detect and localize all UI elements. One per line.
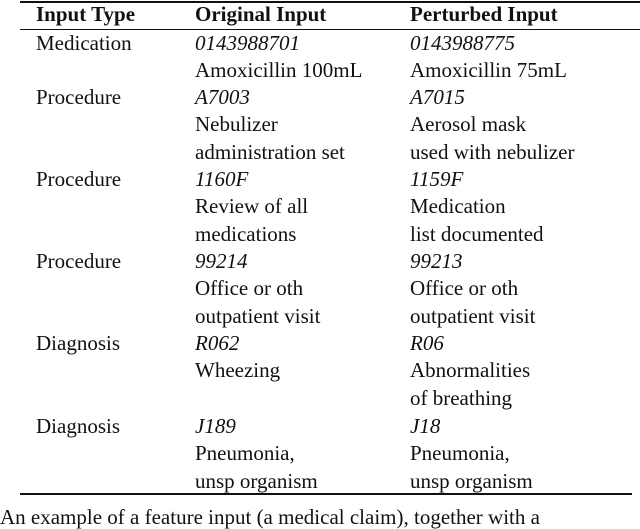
header-perturbed-input: Perturbed Input <box>410 2 558 26</box>
original-description-cell: administration set <box>195 139 345 164</box>
input-type-cell: Procedure <box>36 85 122 109</box>
table-caption: An example of a feature input (a medical claim), together with a <box>0 505 540 529</box>
original-description-cell: Nebulizer <box>195 112 278 137</box>
input-type-cell: Diagnosis <box>36 414 120 438</box>
original-code-cell: 0143988701 <box>195 31 300 55</box>
input-type-cell: Diagnosis <box>36 331 120 355</box>
original-description-cell: medications <box>195 221 297 246</box>
perturbed-description-cell: Office or oth <box>410 276 519 301</box>
original-code-cell: 99214 <box>195 249 248 273</box>
header-rule <box>20 29 640 30</box>
original-description-cell: unsp organism <box>195 468 318 493</box>
header-original-input: Original Input <box>195 2 327 26</box>
original-description-cell: Pneumonia, <box>195 441 295 466</box>
perturbed-code-cell: 1159F <box>410 167 464 191</box>
original-description-cell: Amoxicillin 100mL <box>195 58 363 83</box>
input-type-cell: Medication <box>36 31 132 55</box>
perturbed-code-cell: J18 <box>410 414 441 438</box>
perturbed-description-cell: used with nebulizer <box>410 139 575 164</box>
original-description-cell: Review of all <box>195 194 309 219</box>
perturbed-description-cell: of breathing <box>410 385 513 410</box>
perturbed-description-cell: unsp organism <box>410 468 533 493</box>
perturbed-description-cell: outpatient visit <box>410 303 536 328</box>
perturbed-description-cell: Amoxicillin 75mL <box>410 58 567 83</box>
original-code-cell: R062 <box>195 331 240 355</box>
perturbed-description-cell: Pneumonia, <box>410 441 510 466</box>
original-description-cell: Wheezing <box>195 358 281 383</box>
perturbed-code-cell: 0143988775 <box>410 31 515 55</box>
input-type-cell: Procedure <box>36 249 122 273</box>
perturbed-description-cell: Abnormalities <box>410 358 531 383</box>
input-type-cell: Procedure <box>36 167 122 191</box>
perturbed-description-cell: Aerosol mask <box>410 112 527 137</box>
perturbed-code-cell: 99213 <box>410 249 463 273</box>
perturbed-description-cell: list documented <box>410 221 544 246</box>
original-description-cell: outpatient visit <box>195 303 321 328</box>
perturbed-description-cell: Medication <box>410 194 506 219</box>
perturbed-code-cell: R06 <box>410 331 444 355</box>
original-description-cell: Office or oth <box>195 276 304 301</box>
header-input-type: Input Type <box>36 2 136 26</box>
bottom-rule <box>20 493 632 495</box>
original-code-cell: A7003 <box>195 85 250 109</box>
original-code-cell: 1160F <box>195 167 249 191</box>
original-code-cell: J189 <box>195 414 236 438</box>
perturbed-code-cell: A7015 <box>410 85 465 109</box>
